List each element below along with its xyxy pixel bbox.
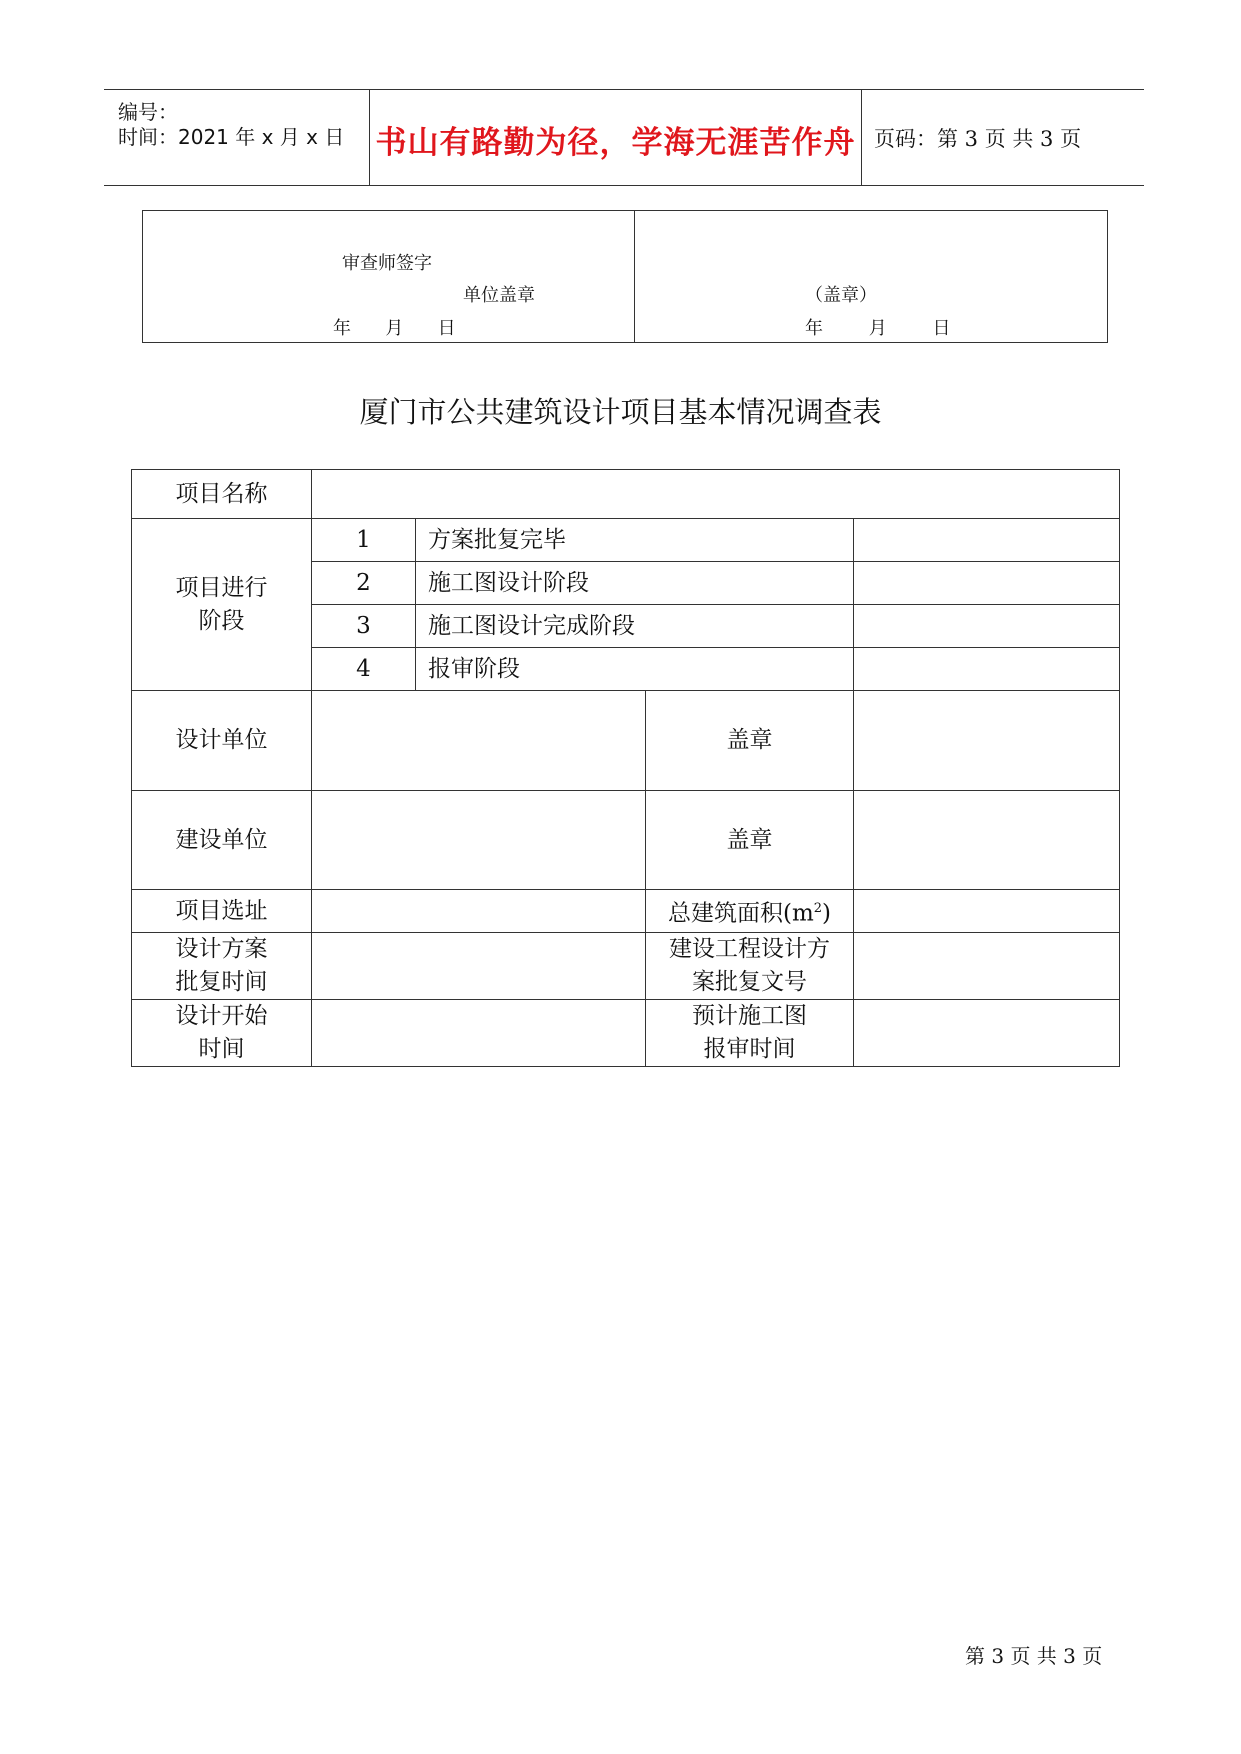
build-seal-label: 盖章 (646, 791, 854, 890)
stage-number: 1 (312, 519, 416, 562)
approval-no-label-line1: 建设工程设计方 (669, 936, 830, 962)
project-name-value[interactable] (312, 470, 1120, 519)
review-time-label-line1: 预计施工图 (692, 1003, 807, 1029)
build-unit-value[interactable] (312, 791, 646, 890)
table-row (132, 933, 1120, 1000)
start-time-label-line2: 时间 (198, 1036, 245, 1062)
header-page-cell (862, 90, 1144, 185)
area-value[interactable] (854, 890, 1120, 933)
stage-name: 施工图设计完成阶段 (416, 605, 854, 648)
number-label: 编号： (118, 100, 178, 124)
area-label-text: 总建筑面积(m (667, 900, 814, 927)
table-row (132, 890, 1120, 933)
build-unit-label: 建设单位 (132, 791, 312, 890)
site-value[interactable] (312, 890, 646, 933)
header-motto-cell (370, 90, 862, 185)
page-info: 页码：第 3 页 共 3 页 (874, 127, 1082, 151)
motto: 书山有路勤为径，学海无涯苦作舟 (375, 125, 856, 161)
page-header (104, 89, 1144, 186)
approval-time-value[interactable] (312, 933, 646, 1000)
review-time-label-line2: 报审时间 (703, 1036, 796, 1062)
stage-check-cell[interactable] (854, 605, 1120, 648)
start-time-label (132, 1000, 312, 1067)
approval-no-label (646, 933, 854, 1000)
table-row (132, 519, 1120, 562)
project-stage-label (132, 519, 312, 691)
design-unit-label: 设计单位 (132, 691, 312, 791)
design-seal-value[interactable] (854, 691, 1120, 791)
review-time-value[interactable] (854, 1000, 1120, 1067)
survey-table (131, 469, 1120, 1067)
right-date: 年 月 日 (805, 318, 951, 339)
unit-seal-label: 单位盖章 (463, 285, 535, 306)
project-stage-label-line1: 项目进行 (175, 574, 268, 601)
area-label-close: ) (822, 900, 832, 927)
design-unit-value[interactable] (312, 691, 646, 791)
approval-time-label (132, 933, 312, 1000)
table-row (132, 1000, 1120, 1067)
signature-box (142, 210, 1108, 343)
area-label (646, 890, 854, 933)
page-footer: 第 3 页 共 3 页 (965, 1644, 1103, 1668)
seal-label: （盖章） (805, 285, 877, 306)
document-title: 厦门市公共建筑设计项目基本情况调查表 (359, 395, 882, 429)
build-seal-value[interactable] (854, 791, 1120, 890)
stage-name: 施工图设计阶段 (416, 562, 854, 605)
signature-right-cell (635, 211, 1107, 342)
project-stage-label-line2: 阶段 (198, 607, 245, 634)
table-row (132, 691, 1120, 791)
review-time-label (646, 1000, 854, 1067)
stage-number: 4 (312, 648, 416, 691)
stage-name: 方案批复完毕 (416, 519, 854, 562)
stage-check-cell[interactable] (854, 562, 1120, 605)
area-label-sup: 2 (813, 900, 823, 916)
start-time-label-line1: 设计开始 (175, 1003, 268, 1029)
approval-no-label-line2: 案批复文号 (692, 969, 807, 995)
stage-check-cell[interactable] (854, 648, 1120, 691)
left-date: 年 月 日 (333, 318, 456, 339)
table-row (132, 791, 1120, 890)
stage-number: 3 (312, 605, 416, 648)
reviewer-signature-label: 审查师签字 (342, 253, 432, 274)
signature-left-cell (143, 211, 635, 342)
design-seal-label: 盖章 (646, 691, 854, 791)
header-meta (104, 90, 370, 185)
approval-time-label-line1: 设计方案 (175, 936, 268, 962)
time-label: 时间：2021 年 x 月 x 日 (118, 125, 345, 149)
start-time-value[interactable] (312, 1000, 646, 1067)
stage-name: 报审阶段 (416, 648, 854, 691)
approval-time-label-line2: 批复时间 (175, 969, 268, 995)
stage-number: 2 (312, 562, 416, 605)
approval-no-value[interactable] (854, 933, 1120, 1000)
site-label: 项目选址 (132, 890, 312, 933)
project-name-label: 项目名称 (132, 470, 312, 519)
stage-check-cell[interactable] (854, 519, 1120, 562)
table-row (132, 470, 1120, 519)
